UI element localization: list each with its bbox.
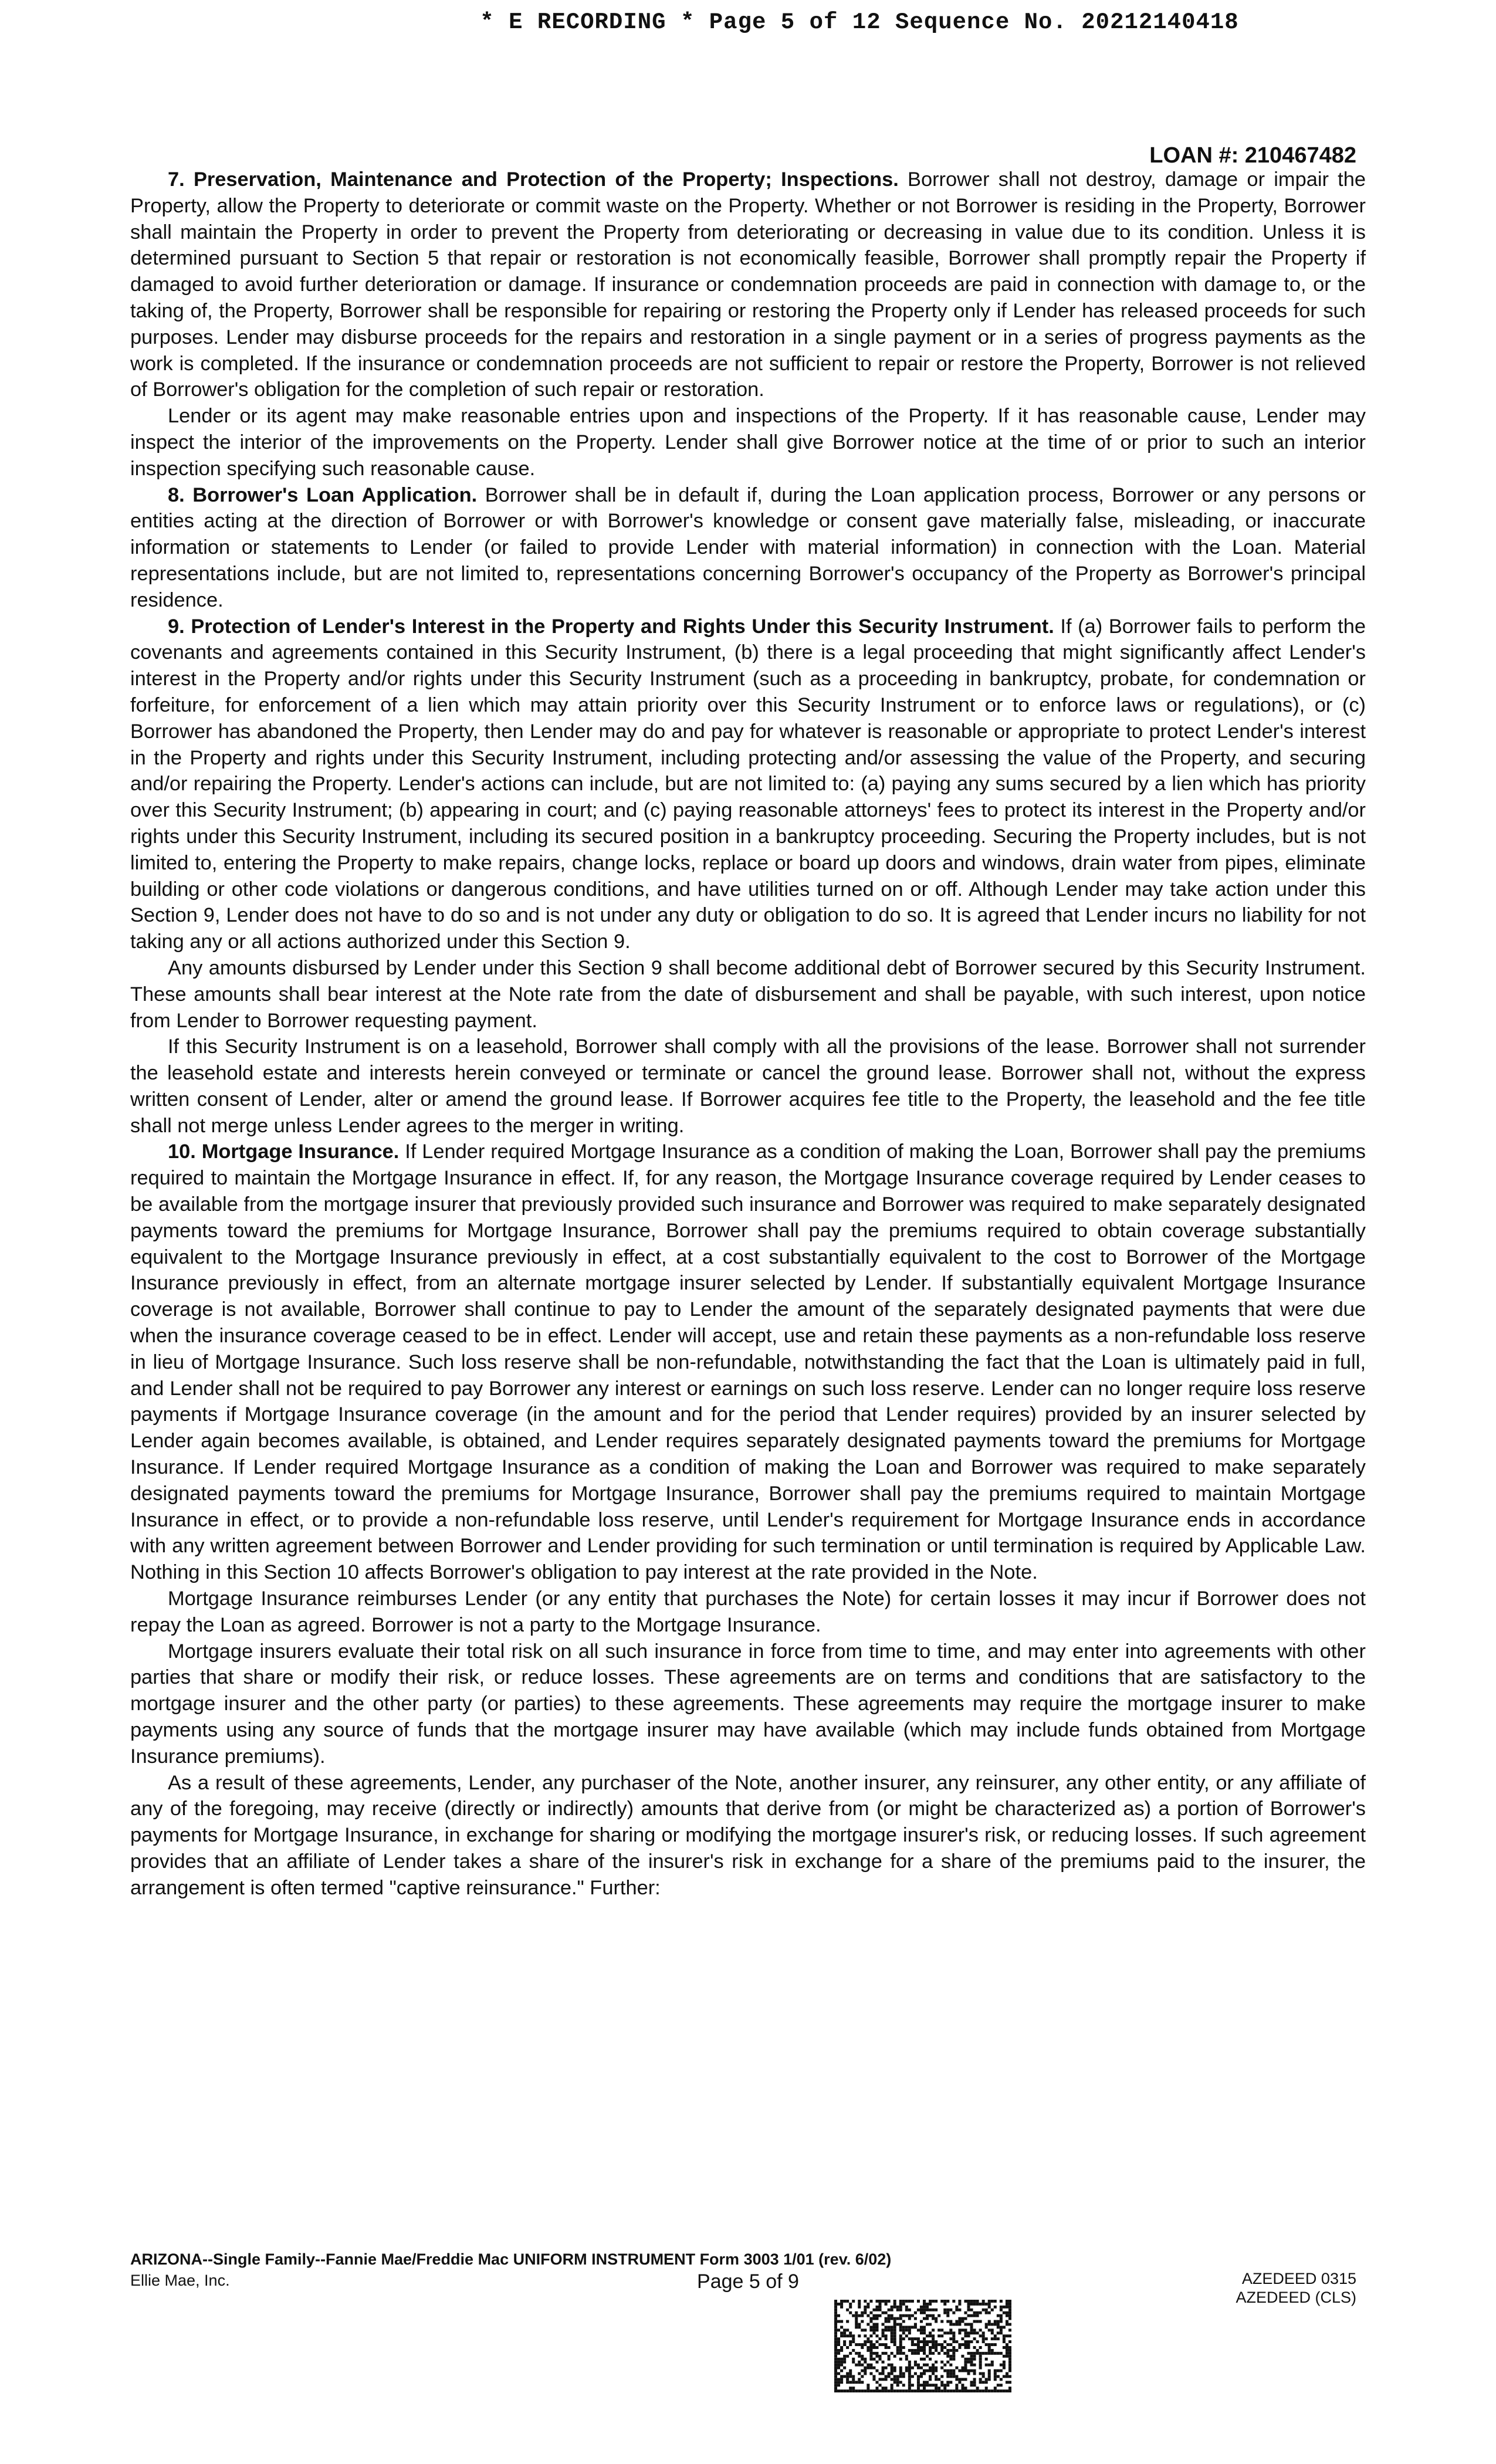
section-7-body: Borrower shall not destroy, damage or impair the Property, allow the Property to deteriorate or commit waste on the Property. Whether or not Borrower is residing in the Property, Borrower shall maintain the Property in order to prevent the Property from deteriorating or decreasing in value due to its condition. Unless it is determined pursuant to Section 5 that repair or restoration is not economically feasible, Borrower shall promptly repair the Property if damaged to avoid further deterioration or damage. If insurance or condemnation proceeds are paid in connection with damage to, or the taking of, the Property, Borrower shall be responsible for repairing or restoring the Property only if Lender has released proceeds for such purposes. Lender may disburse proceeds for the repairs and restoration in a single payment or in a series of progress payments as the work is completed. If the insurance or condemnation proceeds are not sufficient to repair or restore the Property, Borrower is not relieved of Borrower's obligation for the completion of such repair or restoration. [130, 168, 1366, 401]
barcode-2d-icon [834, 2300, 1011, 2392]
section-10-paragraph: Mortgage Insurance reimburses Lender (or any entity that purchases the Note) for certain losses it may incur if Borrower does not repay the Loan as agreed. Borrower is not a party to the Mortgage Insurance. [130, 1588, 1366, 1636]
form-code-cls: AZEDEED (CLS) [1236, 2289, 1356, 2306]
section-8 [130, 482, 1366, 614]
section-8-body: Borrower shall be in default if, during the Loan application process, Borrower or any persons or entities acting at the direction of Borrower or with Borrower's knowledge or consent gave materially false, misleading, or inaccurate information or statements to Lender (or failed to provide Lender with material information) in connection with the Loan. Material representations include, but are not limited to, representations concerning Borrower's occupancy of the Property as Borrower's principal residence. [130, 483, 1366, 611]
section-9-paragraph: Any amounts disbursed by Lender under this Section 9 shall become additional debt of Borrower secured by this Security Instrument. These amounts shall bear interest at the Note rate from the date of disbursement and shall be payable, with such interest, upon notice from Lender to Borrower requesting payment. [130, 956, 1366, 1032]
document-body [130, 167, 1366, 1901]
form-code: AZEDEED 0315 [1241, 2270, 1356, 2287]
section-10-heading: 10. Mortgage Insurance. [168, 1140, 400, 1163]
recording-header: * E RECORDING * Page 5 of 12 Sequence No. 20212140418 [480, 9, 1239, 35]
section-7-paragraph: Lender or its agent may make reasonable entries upon and inspections of the Property. If it has reasonable cause, Lender may inspect the interior of the improvements on the Property. Lender shall give Borrower notice at the time of or prior to such an interior inspection specifying such reasonable cause. [130, 405, 1366, 480]
footer-codes [1236, 2269, 1356, 2307]
section-9-body: If (a) Borrower fails to perform the covenants and agreements contained in this Security Instrument, (b) there is a legal proceeding that might significantly affect Lender's interest in the Property and/or rights under this Security Instrument (such as a proceeding in bankruptcy, probate, for condemnation or forfeiture, for enforcement of a lien which may attain priority over this Security Instrument or to enforce laws or regulations), or (c) Borrower has abandoned the Property, then Lender may do and pay for whatever is reasonable or appropriate to protect Lender's interest in the Property and rights under this Security Instrument, including protecting and/or assessing the value of the Property, and securing and/or repairing the Property. Lender's actions can include, but are not limited to: (a) paying any sums secured by a lien which has priority over this Security Instrument; (b) appearing in court; and (c) paying reasonable attorneys' fees to protect its interest in the Property and/or rights under this Security Instrument, including its secured position in a bankruptcy proceeding. Securing the Property includes, but is not limited to, entering the Property to make repairs, change locks, replace or board up doors and windows, drain water from pipes, eliminate building or other code violations or dangerous conditions, and have utilities turned on or off. Although Lender may take action under this Section 9, Lender does not have to do so and is not under any duty or obligation to do so. It is agreed that Lender incurs no liability for not taking any or all actions authorized under this Section 9. [130, 615, 1366, 953]
section-8-heading: 8. Borrower's Loan Application. [168, 483, 478, 506]
section-9-heading: 9. Protection of Lender's Interest in the Property and Rights Under this Security Instrument. [168, 615, 1054, 638]
page-number: Page 5 of 9 [697, 2270, 799, 2293]
section-10-paragraph: Mortgage insurers evaluate their total risk on all such insurance in force from time to time, and may enter into agreements with other parties that share or modify their risk, or reduce losses. These agreements are on terms and conditions that are satisfactory to the mortgage insurer and the other party (or parties) to these agreements. These agreements may require the mortgage insurer to make payments using any source of funds that the mortgage insurer may have available (which may include funds obtained from Mortgage Insurance premiums). [130, 1640, 1366, 1768]
section-10-body: If Lender required Mortgage Insurance as a condition of making the Loan, Borrower shall pay the premiums required to maintain the Mortgage Insurance in effect. If, for any reason, the Mortgage Insurance coverage required by Lender ceases to be available from the mortgage insurer that previously provided such insurance and Borrower was required to make separately designated payments toward the premiums for Mortgage Insurance, Borrower shall pay the premiums required to obtain coverage substantially equivalent to the Mortgage Insurance previously in effect, at a cost substantially equivalent to the cost to Borrower of the Mortgage Insurance previously in effect, from an alternate mortgage insurer selected by Lender. If substantially equivalent Mortgage Insurance coverage is not available, Borrower shall continue to pay to Lender the amount of the separately designated payments that were due when the insurance coverage ceased to be in effect. Lender will accept, use and retain these payments as a non-refundable loss reserve in lieu of Mortgage Insurance. Such loss reserve shall be non-refundable, notwithstanding the fact that the Loan is ultimately paid in full, and Lender shall not be required to pay Borrower any interest or earnings on such loss reserve. Lender can no longer require loss reserve payments if Mortgage Insurance coverage (in the amount and for the period that Lender requires) provided by an insurer selected by Lender again becomes available, is obtained, and Lender requires separately designated payments toward the premiums for Mortgage Insurance. If Lender required Mortgage Insurance as a condition of making the Loan and Borrower was required to make separately designated payments toward the premiums for Mortgage Insurance, Borrower shall pay the premiums required to maintain Mortgage Insurance in effect, or to provide a non-refundable loss reserve, until Lender's requirement for Mortgage Insurance ends in accordance with any written agreement between Borrower and Lender providing for such termination or until termination is required by Applicable Law. Nothing in this Section 10 affects Borrower's obligation to pay interest at the rate provided in the Note. [130, 1140, 1366, 1584]
section-7-heading: 7. Preservation, Maintenance and Protection of the Property; Inspections. [168, 168, 899, 191]
form-identifier: ARIZONA--Single Family--Fannie Mae/Freddie Mac UNIFORM INSTRUMENT Form 3003 1/01 (rev. 6/02) [130, 2250, 892, 2268]
section-9-paragraph: If this Security Instrument is on a leasehold, Borrower shall comply with all the provisions of the lease. Borrower shall not surrender the leasehold estate and interests herein conveyed or terminate or cancel the ground lease. Borrower shall not, without the express written consent of Lender, alter or amend the ground lease. If Borrower acquires fee title to the Property, the leasehold and the fee title shall not merge unless Lender agrees to the merger in writing. [130, 1035, 1366, 1137]
section-9 [130, 614, 1366, 955]
section-7 [130, 167, 1366, 403]
loan-number: LOAN #: 210467482 [1149, 143, 1356, 168]
vendor-name: Ellie Mae, Inc. [130, 2272, 230, 2289]
section-10-paragraph: As a result of these agreements, Lender, any purchaser of the Note, another insurer, any reinsurer, any other entity, or any affiliate of any of the foregoing, may receive (directly or indirectly) amounts that derive from (or might be characterized as) a portion of Borrower's payments for Mortgage Insurance, in exchange for sharing or modifying the mortgage insurer's risk, or reducing losses. If such agreement provides that an affiliate of Lender takes a share of the insurer's risk in exchange for a share of the premiums paid to the insurer, the arrangement is often termed "captive reinsurance." Further: [130, 1771, 1366, 1899]
section-10 [130, 1139, 1366, 1586]
